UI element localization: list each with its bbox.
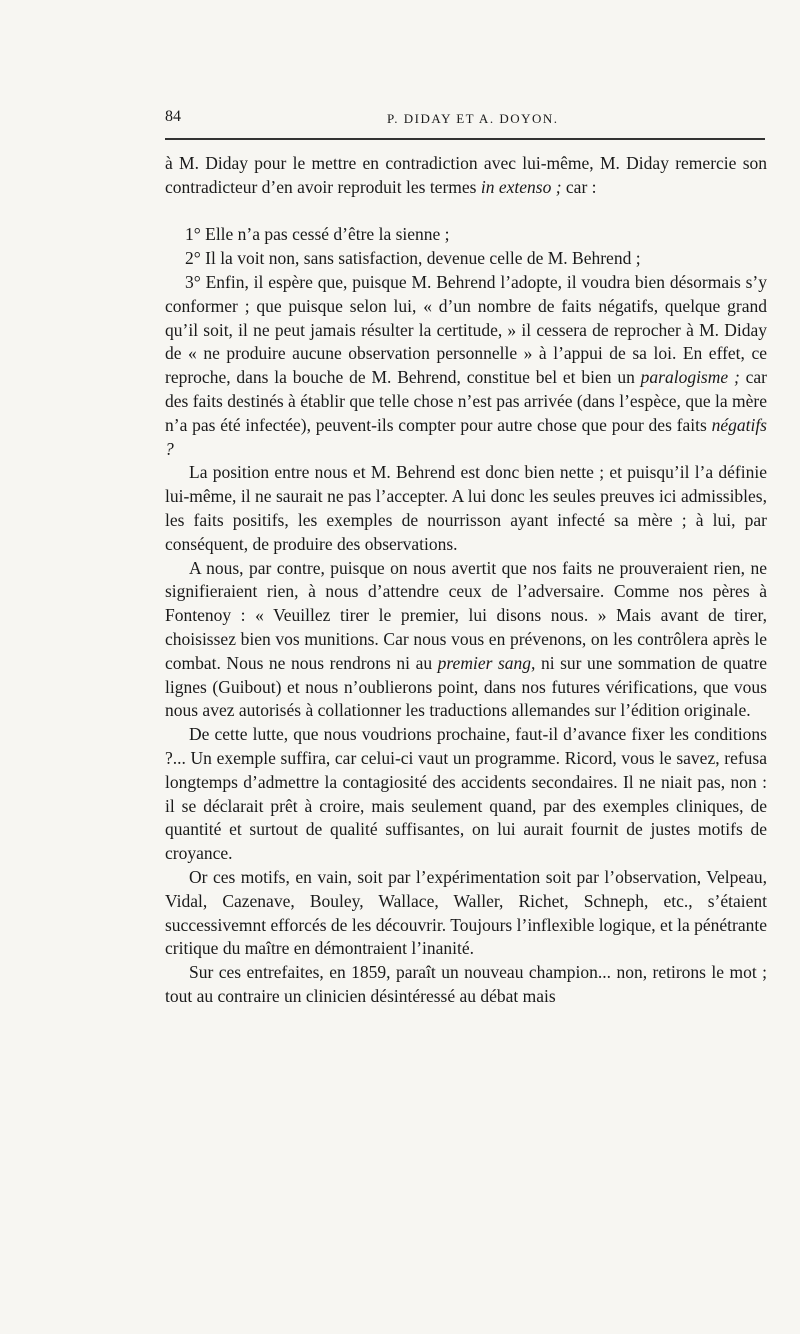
list-item-2: 2° Il la voit non, sans satisfaction, devenue celle de M. Behrend ; bbox=[185, 248, 641, 269]
page-number: 84 bbox=[165, 108, 181, 125]
page-header bbox=[165, 108, 765, 132]
paragraph: Or ces motifs, en vain, soit par l’expérimentation soit par l’observation, Velpeau, Vidal, Cazenave, Bouley, Wallace, Waller, Richet, Schneph, etc., s’étaient successivemnt efforcés de les découvrir. Toujours l’inflexible logique, et la pénétrante critique du maître en démontraient l’inanité. bbox=[165, 866, 767, 959]
paragraph: A nous, par contre, puisque on nous avertit que nos faits ne prouveraient rien, ne signifieraient rien, à nous d’attendre ceux de l’adversaire. Comme nos pères à Fontenoy : « Veuillez tirer le premier, lui disons nous. » Mais avant de tirer, choisissez bien vos munitions. Car nous vous en prévenons, on les contrôlera après le combat. Nous ne nous rendrons ni au premier sang, ni sur une sommation de quatre lignes (Guibout) et nous n’oublierons point, dans nos futures vérifications, que vous nous avez autorisés à collationner les traductions allemandes sur l’édition originale. bbox=[165, 557, 767, 721]
paragraph-continuation: à M. Diday pour le mettre en contradiction avec lui-même, M. Diday remercie son contradicteur d’en avoir reproduit les termes in extenso ; car : bbox=[165, 153, 767, 197]
paragraph: La position entre nous et M. Behrend est donc bien nette ; et puisqu’il l’a définie lui-même, il ne saurait ne pas l’accepter. A lui donc les seules preuves ici admissibles, les faits positifs, les exemples de nourrisson ayant infecté sa mère ; à lui, par conséquent, de produire des observations. bbox=[165, 462, 767, 554]
body-text bbox=[165, 152, 767, 1009]
list-item-3: 3° Enfin, il espère que, puisque M. Behrend l’adopte, il voudra bien désormais s’y conformer ; que puisque selon lui, « d’un nombre de faits négatifs, quelque grand qu’il soit, il ne peut jamais résulter la certitude, » il cessera de reprocher à M. Diday de « ne produire aucune observation personnelle » à l’appui de sa loi. En effet, ce reproche, dans la bouche de M. Behrend, constitue bel et bien un paralogisme ; car des faits destinés à établir que telle chose n’est pas arrivée (dans l’espèce, que la mère n’a pas été infectée), peuvent-ils compter pour autre chose que pour des faits négatifs ? bbox=[165, 271, 767, 459]
paragraph: De cette lutte, que nous voudrions prochaine, faut-il d’avance fixer les conditions ?... Un exemple suffira, car celui-ci vaut un programme. Ricord, vous le savez, refusa longtemps d’admettre la contagiosité des accidents secondaires. Il ne niait pas, non : il se déclarait prêt à croire, mais seulement quand, par des exemples cliniques, de quantité et surtout de qualité suffisantes, on lui aurait fournit de justes motifs de croyance. bbox=[165, 724, 767, 864]
paragraph: Sur ces entrefaites, en 1859, paraît un nouveau champion... non, retirons le mot ; tout au contraire un clinicien désintéressé au débat mais bbox=[165, 962, 767, 1006]
header-rule bbox=[165, 138, 765, 140]
running-head: P. DIDAY ET A. DOYON. bbox=[387, 111, 559, 126]
list-item-1: 1° Elle n’a pas cessé d’être la sienne ; bbox=[185, 224, 450, 245]
